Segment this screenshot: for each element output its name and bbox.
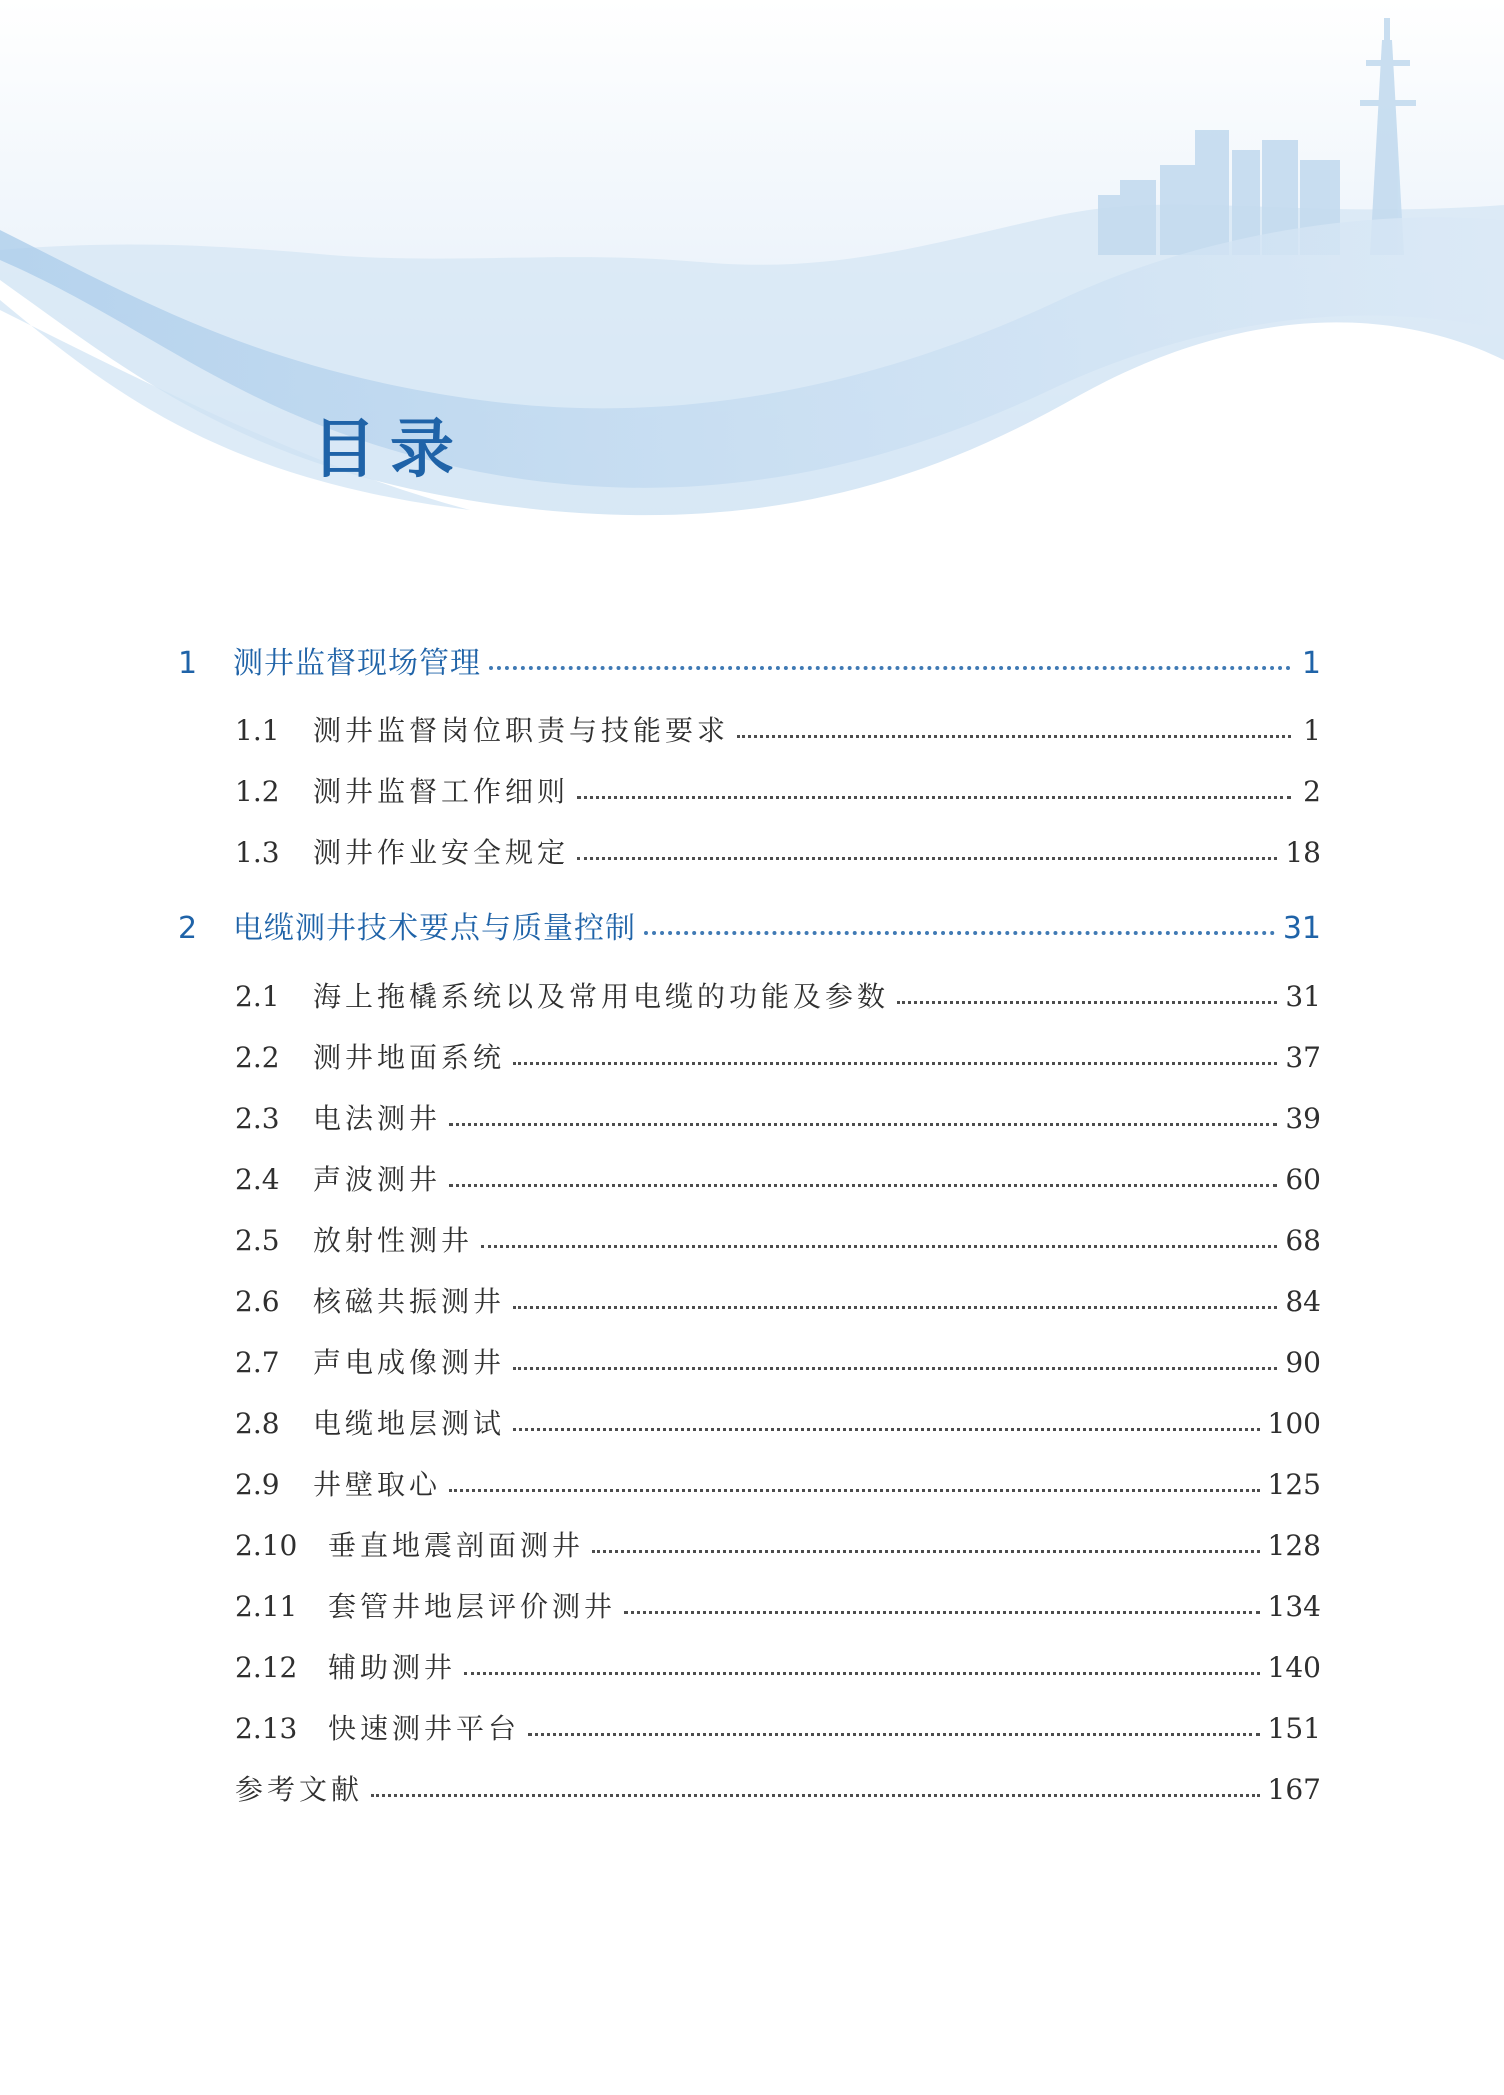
toc-section-2-7[interactable]: [235, 1341, 1321, 1381]
dot-leader: [528, 1733, 1260, 1736]
section-title: 测井地面系统: [313, 1041, 506, 1074]
section-number: 1.1: [235, 714, 280, 747]
section-number: 2.7: [235, 1346, 280, 1379]
toc-section-2-6[interactable]: [235, 1280, 1321, 1320]
chapter-number: 2: [178, 911, 198, 946]
dot-leader: [449, 1489, 1260, 1492]
page-number: 167: [1267, 1773, 1321, 1806]
page-number: 37: [1285, 1041, 1321, 1074]
page-number: 1: [1301, 646, 1321, 681]
chapter-title: 电缆测井技术要点与质量控制: [233, 911, 636, 946]
section-title: 放射性测井: [313, 1224, 474, 1257]
chapter-number: 1: [178, 646, 198, 681]
header-wave-background: [0, 0, 1504, 560]
section-number: 2.13: [235, 1712, 298, 1745]
section-title: 垂直地震剖面测井: [328, 1529, 585, 1562]
toc-section-2-11[interactable]: [235, 1585, 1321, 1625]
section-number: 2.9: [235, 1468, 280, 1501]
section-title: 测井作业安全规定: [313, 836, 570, 869]
section-title: 核磁共振测井: [313, 1285, 506, 1318]
section-title: 测井监督工作细则: [313, 775, 570, 808]
page-number: 128: [1267, 1529, 1321, 1562]
section-title: 海上拖橇系统以及常用电缆的功能及参数: [313, 980, 890, 1013]
section-number: 2.1: [235, 980, 280, 1013]
dot-leader: [513, 1062, 1277, 1065]
page-number: 90: [1285, 1346, 1321, 1379]
page-number: 60: [1285, 1163, 1321, 1196]
toc-section-2-5[interactable]: [235, 1219, 1321, 1259]
dot-leader: [624, 1611, 1260, 1614]
page-number: 140: [1267, 1651, 1321, 1684]
toc-section-2-12[interactable]: [235, 1646, 1321, 1686]
toc-chapter-2[interactable]: [178, 903, 1321, 947]
toc-chapter-1[interactable]: [178, 638, 1321, 682]
dot-leader: [644, 931, 1275, 935]
page-number: 31: [1282, 911, 1321, 946]
references-title: 参考文献: [235, 1773, 364, 1806]
page-number: 125: [1267, 1468, 1321, 1501]
page-number: 2: [1303, 775, 1321, 808]
section-number: 2.5: [235, 1224, 280, 1257]
chapter-title: 测井监督现场管理: [233, 646, 481, 681]
toc-section-1-3[interactable]: [235, 831, 1321, 871]
dot-leader: [513, 1306, 1277, 1309]
dot-leader: [513, 1428, 1260, 1431]
section-number: 1.2: [235, 775, 280, 808]
dot-leader: [481, 1245, 1277, 1248]
dot-leader: [577, 796, 1291, 799]
toc-section-1-2[interactable]: [235, 770, 1321, 810]
section-number: 2.12: [235, 1651, 298, 1684]
section-title: 辅助测井: [328, 1651, 457, 1684]
section-number: 2.3: [235, 1102, 280, 1135]
toc-section-2-3[interactable]: [235, 1097, 1321, 1137]
page-number: 39: [1285, 1102, 1321, 1135]
page-number: 1: [1303, 714, 1321, 747]
section-title: 声电成像测井: [313, 1346, 506, 1379]
toc-section-2-4[interactable]: [235, 1158, 1321, 1198]
dot-leader: [513, 1367, 1277, 1370]
page-number: 18: [1285, 836, 1321, 869]
page-number: 151: [1267, 1712, 1321, 1745]
dot-leader: [489, 666, 1291, 670]
section-title: 声波测井: [313, 1163, 442, 1196]
section-title: 井壁取心: [313, 1468, 442, 1501]
page-number: 134: [1267, 1590, 1321, 1623]
section-title: 电法测井: [313, 1102, 442, 1135]
section-title: 电缆地层测试: [313, 1407, 506, 1440]
section-title: 快速测井平台: [328, 1712, 521, 1745]
dot-leader: [897, 1001, 1277, 1004]
dot-leader: [371, 1794, 1260, 1797]
section-number: 2.2: [235, 1041, 280, 1074]
page-number: 100: [1267, 1407, 1321, 1440]
dot-leader: [464, 1672, 1260, 1675]
section-title: 测井监督岗位职责与技能要求: [313, 714, 730, 747]
toc-section-2-13[interactable]: [235, 1707, 1321, 1747]
section-title: 套管井地层评价测井: [328, 1590, 617, 1623]
section-number: 2.4: [235, 1163, 280, 1196]
toc-section-2-9[interactable]: [235, 1463, 1321, 1503]
dot-leader: [577, 857, 1277, 860]
dot-leader: [592, 1550, 1260, 1553]
section-number: 2.11: [235, 1590, 298, 1623]
section-number: 2.8: [235, 1407, 280, 1440]
page-number: 84: [1285, 1285, 1321, 1318]
section-number: 1.3: [235, 836, 280, 869]
dot-leader: [737, 735, 1291, 738]
toc-section-1-1[interactable]: [235, 709, 1321, 749]
toc-section-2-2[interactable]: [235, 1036, 1321, 1076]
page-title: 目录: [312, 413, 468, 487]
toc-section-2-1[interactable]: [235, 975, 1321, 1015]
toc-section-2-8[interactable]: [235, 1402, 1321, 1442]
section-number: 2.10: [235, 1529, 298, 1562]
dot-leader: [449, 1184, 1277, 1187]
toc-section-2-10[interactable]: [235, 1524, 1321, 1564]
toc-references[interactable]: [235, 1768, 1321, 1808]
section-number: 2.6: [235, 1285, 280, 1318]
page-number: 68: [1285, 1224, 1321, 1257]
page-number: 31: [1285, 980, 1321, 1013]
dot-leader: [449, 1123, 1277, 1126]
